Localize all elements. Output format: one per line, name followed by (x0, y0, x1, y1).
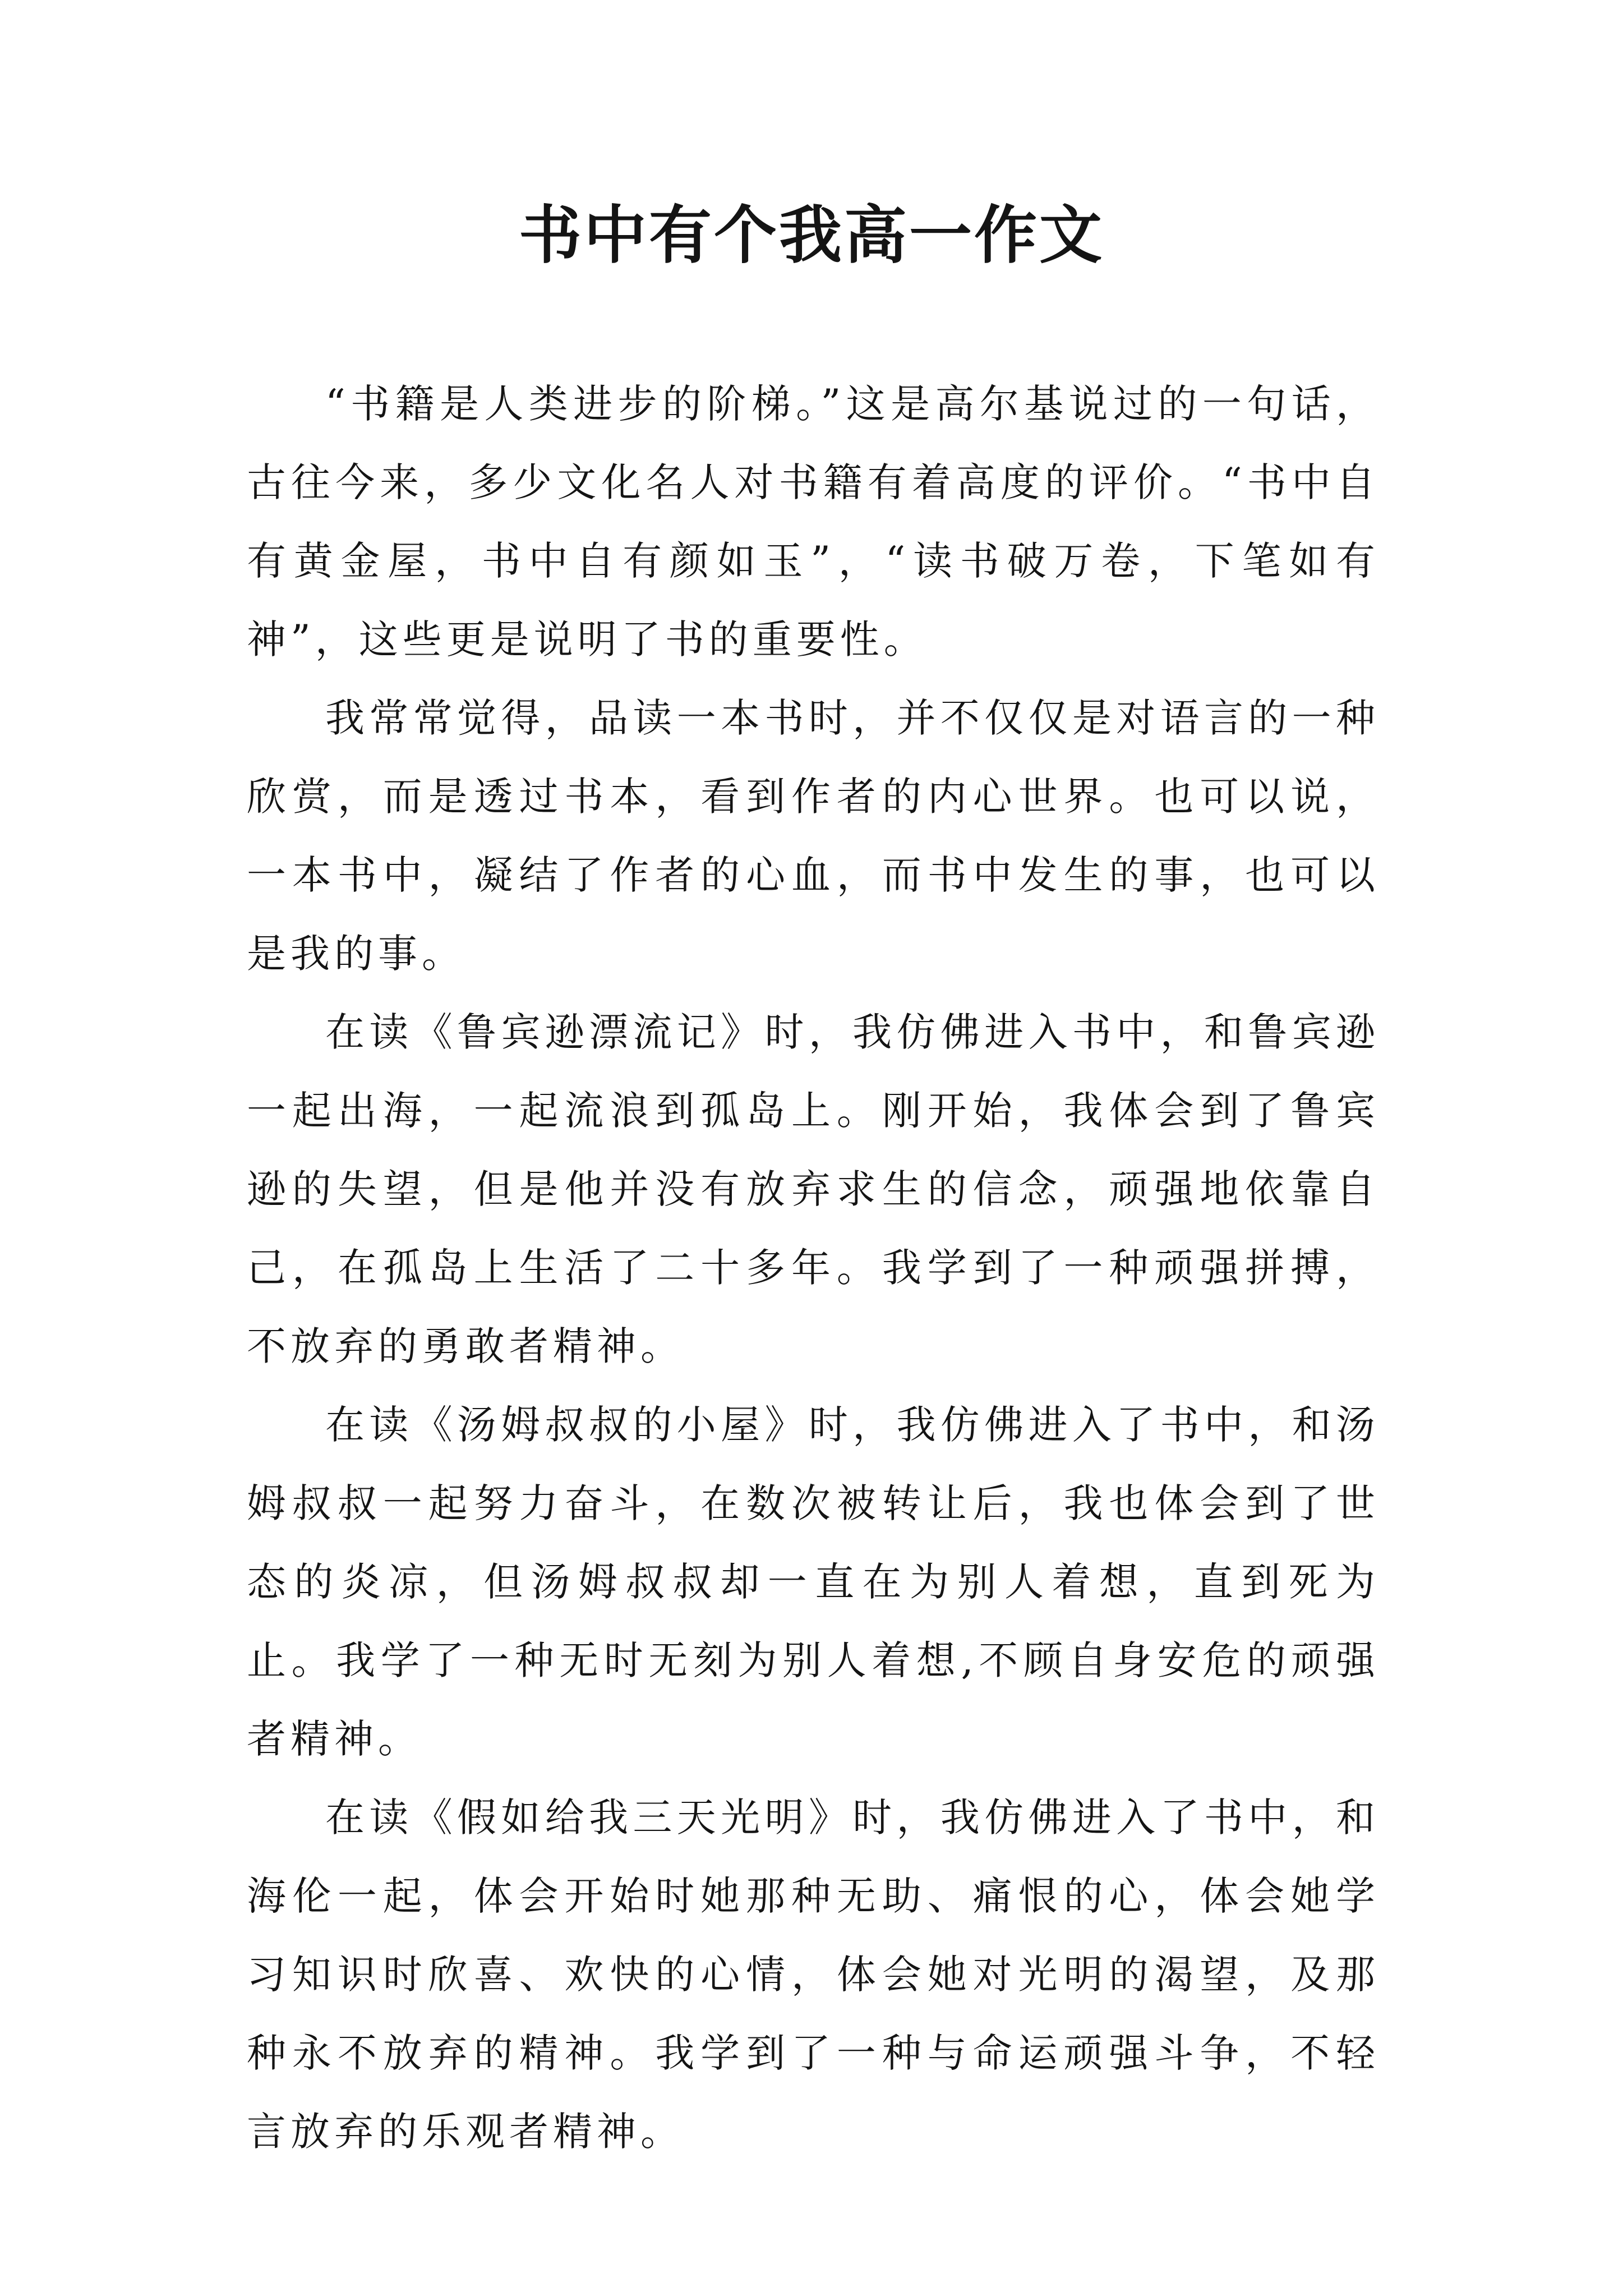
paragraph-three-days-to-see: 在读《假如给我三天光明》时，我仿佛进入了书中，和海伦一起，体会开始时她那种无助、痛恨的心，体会她学习知识时欣喜、欢快的心情，体会她对光明的渴望，及那种永不放弃的精神。我学到了一种与命运顽强斗争，不轻言放弃的乐观者精神。 (247, 1795, 1380, 2155)
paragraph-robinson-crusoe: 在读《鲁宾逊漂流记》时，我仿佛进入书中，和鲁宾逊一起出海，一起流浪到孤岛上。刚开始，我体会到了鲁宾逊的失望，但是他并没有放弃求生的信念，顽强地依靠自己，在孤岛上生活了二十多年。我学到了一种顽强拼搏，不放弃的勇敢者精神。 (247, 1009, 1380, 1369)
paragraph-uncle-toms-cabin: 在读《汤姆叔叔的小屋》时，我仿佛进入了书中，和汤姆叔叔一起努力奋斗，在数次被转让后，我也体会到了世态的炎凉，但汤姆叔叔却一直在为别人着想，直到死为止。我学了一种无时无刻为别人着想,不顾自身安危的顽强者精神。 (247, 1402, 1380, 1762)
document-title: 书中有个我高一作文 (519, 199, 1104, 272)
document-body (247, 365, 1380, 2171)
paragraph-reading-feeling: 我常常觉得，品读一本书时，并不仅仅是对语言的一种欣赏，而是透过书本，看到作者的内心世界。也可以说，一本书中，凝结了作者的心血，而书中发生的事，也可以是我的事。 (247, 695, 1380, 977)
paragraph-intro: “书籍是人类进步的阶梯。”这是高尔基说过的一句话，古往今来，多少文化名人对书籍有着高度的评价。“书中自有黄金屋，书中自有颜如玉”，“读书破万卷，下笔如有神”，这些更是说明了书的重要性。 (247, 381, 1380, 662)
